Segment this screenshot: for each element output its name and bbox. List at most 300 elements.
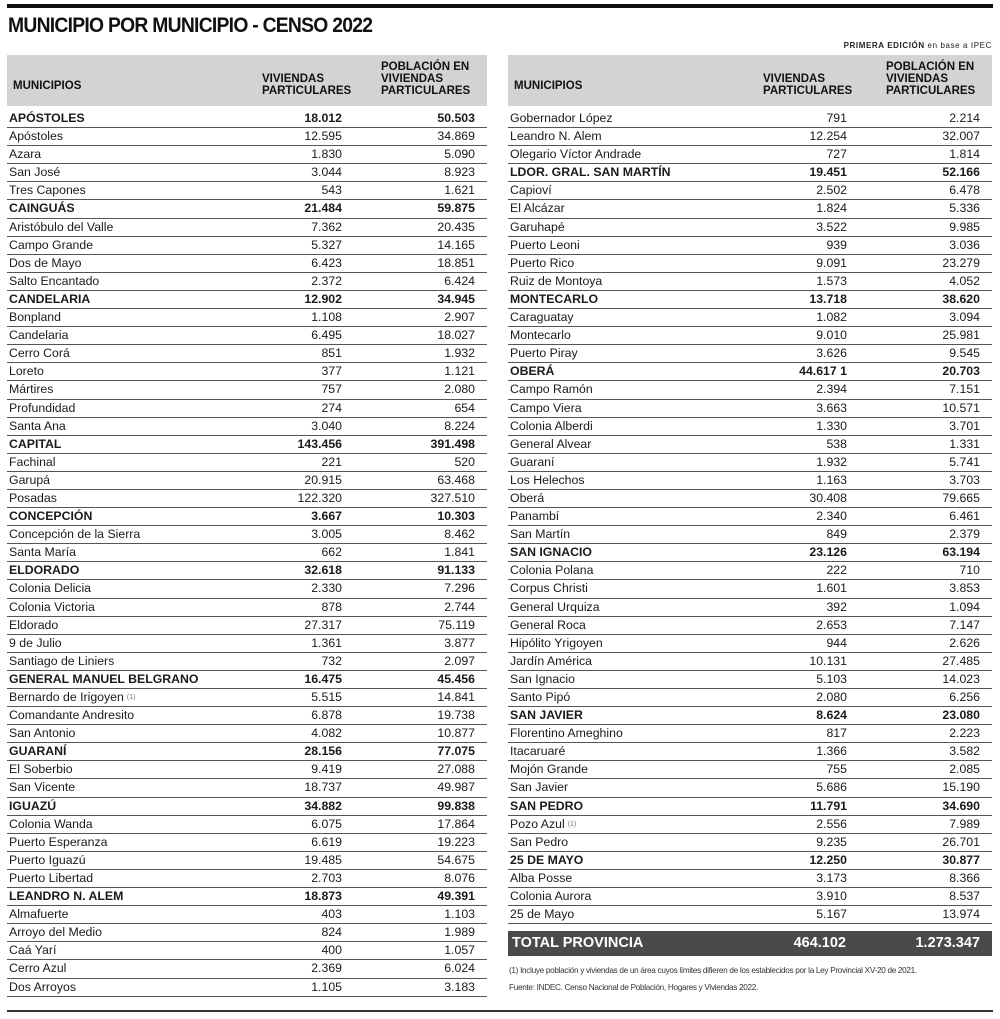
row-name-text: General Roca (510, 617, 586, 632)
row-name-text: CAPITAL (9, 436, 62, 451)
row-poblacion: 38.620 (942, 291, 980, 306)
row-name (9, 725, 75, 742)
row-viviendas: 2.394 (816, 382, 847, 397)
row-name (510, 418, 593, 435)
row-poblacion: 7.151 (949, 382, 980, 397)
row-name-text: El Alcázar (510, 201, 565, 216)
municipality-row (7, 870, 487, 888)
row-poblacion: 3.036 (949, 237, 980, 252)
row-viviendas: 3.173 (816, 870, 847, 885)
row-poblacion: 99.838 (437, 798, 475, 813)
municipality-row (508, 888, 992, 906)
row-name-text: 25 DE MAYO (510, 852, 584, 867)
municipality-row (508, 472, 992, 490)
row-name (510, 219, 565, 236)
row-name-text: Loreto (9, 364, 44, 379)
header-poblacion: POBLACIÓN EN VIVIENDAS PARTICULARES (886, 61, 976, 97)
row-name-text: Puerto Piray (510, 346, 578, 361)
row-viviendas: 221 (321, 454, 342, 469)
row-name (9, 400, 75, 417)
row-poblacion: 3.853 (949, 581, 980, 596)
table-body (508, 110, 992, 924)
row-name-text: ELDORADO (9, 563, 80, 578)
municipality-row (7, 653, 487, 671)
row-name-text: OBERÁ (510, 364, 555, 379)
row-viviendas: 3.626 (816, 346, 847, 361)
row-poblacion: 7.989 (949, 816, 980, 831)
row-viviendas: 851 (321, 346, 342, 361)
row-poblacion: 2.080 (444, 382, 475, 397)
municipality-row (7, 725, 487, 743)
row-viviendas: 11.791 (810, 798, 847, 813)
row-name (510, 381, 593, 398)
row-name-text: Colonia Victoria (9, 599, 95, 614)
row-name (9, 599, 95, 616)
row-poblacion: 3.877 (444, 635, 475, 650)
row-name (9, 508, 92, 525)
department-row (7, 508, 487, 526)
row-viviendas: 143.456 (297, 436, 342, 451)
municipality-row (508, 816, 992, 834)
row-poblacion: 2.744 (444, 599, 475, 614)
row-name-text: LDOR. GRAL. SAN MARTÍN (510, 165, 671, 180)
municipality-row (508, 255, 992, 273)
row-name (9, 707, 134, 724)
row-name (9, 653, 114, 670)
row-name (510, 888, 591, 905)
row-name (510, 544, 592, 561)
row-name (510, 182, 552, 199)
row-poblacion: 75.119 (438, 617, 475, 632)
row-name-text: SAN PEDRO (510, 798, 584, 813)
row-viviendas: 12.902 (304, 291, 342, 306)
row-name-text: Itacaruaré (510, 744, 566, 759)
row-name (9, 779, 75, 796)
row-poblacion: 23.080 (942, 708, 980, 723)
page-title: MUNICIPIO POR MUNICIPIO - CENSO 2022 (8, 14, 373, 37)
row-name-text: Puerto Iguazú (9, 852, 86, 867)
row-poblacion: 2.223 (949, 726, 980, 741)
row-viviendas: 6.619 (311, 834, 342, 849)
row-name-text: APÓSTOLES (9, 111, 85, 125)
row-poblacion: 1.814 (949, 147, 980, 162)
municipality-row (7, 454, 487, 472)
municipality-row (508, 237, 992, 255)
row-poblacion: 19.223 (437, 834, 475, 849)
row-poblacion: 8.462 (444, 527, 475, 542)
row-poblacion: 1.121 (444, 364, 475, 379)
row-poblacion: 1.841 (444, 545, 475, 560)
municipality-row (508, 599, 992, 617)
row-poblacion: 52.166 (942, 165, 980, 180)
row-poblacion: 2.626 (949, 635, 980, 650)
row-name (9, 816, 93, 833)
row-name-text: Santa Ana (9, 418, 66, 433)
row-name (9, 544, 76, 561)
row-name-text: CONCEPCIÓN (9, 509, 93, 524)
municipality-row (508, 870, 992, 888)
row-viviendas: 817 (826, 726, 847, 741)
row-poblacion: 63.194 (942, 545, 980, 560)
row-viviendas: 5.327 (311, 237, 342, 252)
row-name-text: Los Helechos (510, 472, 585, 487)
row-poblacion: 3.094 (949, 310, 980, 325)
municipality-row (7, 617, 487, 635)
row-name-text: Montecarlo (510, 328, 571, 343)
row-poblacion: 520 (454, 454, 475, 469)
row-poblacion: 19.738 (437, 708, 475, 723)
row-poblacion: 34.690 (942, 798, 980, 813)
row-poblacion: 45.456 (437, 671, 475, 686)
row-poblacion: 654 (454, 400, 475, 415)
municipality-row (508, 635, 992, 653)
row-name-text: Alba Posse (510, 870, 573, 885)
row-name-text: Caá Yarí (9, 943, 57, 958)
row-name-text: Concepción de la Sierra (9, 527, 141, 542)
row-name-text: Campo Viera (510, 400, 582, 415)
row-viviendas: 1.105 (311, 979, 342, 994)
row-name (510, 164, 671, 181)
municipality-row (508, 400, 992, 418)
row-name-text: Salto Encantado (9, 273, 100, 288)
municipality-row (508, 418, 992, 436)
row-name (9, 617, 58, 634)
row-poblacion: 7.296 (444, 581, 475, 596)
row-name (9, 888, 123, 905)
row-poblacion: 26.701 (942, 834, 980, 849)
row-name (9, 472, 50, 489)
municipality-row (508, 327, 992, 345)
municipality-row (508, 689, 992, 707)
row-name-text: Olegario Víctor Andrade (510, 147, 642, 162)
municipality-row (7, 327, 487, 345)
row-poblacion: 3.183 (444, 979, 475, 994)
row-viviendas: 791 (826, 111, 847, 125)
department-row (508, 291, 992, 309)
row-viviendas: 2.556 (816, 816, 847, 831)
department-row (508, 707, 992, 725)
header-viviendas: VIVIENDAS PARTICULARES (262, 73, 352, 97)
row-viviendas: 32.618 (304, 563, 342, 578)
header-municipios: MUNICIPIOS (514, 80, 583, 92)
row-poblacion: 91.133 (437, 563, 475, 578)
row-poblacion: 10.877 (437, 726, 475, 741)
row-name (510, 816, 576, 833)
row-poblacion: 2.097 (444, 653, 475, 668)
municipality-row (7, 400, 487, 418)
municipality-row (7, 960, 487, 978)
row-name (510, 255, 574, 272)
row-name-text: Garuhapé (510, 219, 565, 234)
row-poblacion: 14.023 (942, 671, 980, 686)
row-poblacion: 27.088 (437, 762, 475, 777)
row-name (510, 237, 580, 254)
footnote-marker: (1) (126, 694, 136, 701)
department-row (7, 110, 487, 128)
row-name (510, 870, 572, 887)
row-viviendas: 274 (321, 400, 342, 415)
row-name (510, 472, 585, 489)
row-poblacion: 25.981 (942, 328, 980, 343)
row-viviendas: 20.915 (304, 472, 342, 487)
municipality-row (7, 381, 487, 399)
row-poblacion: 6.024 (444, 961, 475, 976)
municipality-row (7, 146, 487, 164)
row-name-text: Puerto Libertad (9, 870, 94, 885)
edition-source: en base a IPEC (924, 41, 992, 50)
row-viviendas: 8.624 (816, 708, 847, 723)
row-name-text: Tres Capones (9, 183, 86, 198)
row-name (9, 291, 90, 308)
row-name (9, 128, 63, 145)
row-name (510, 291, 598, 308)
row-name-text: Corpus Christi (510, 581, 588, 596)
row-name (510, 454, 554, 471)
row-viviendas: 9.419 (311, 762, 342, 777)
row-name (510, 345, 578, 362)
row-poblacion: 8.366 (949, 870, 980, 885)
row-viviendas: 2.703 (311, 870, 342, 885)
row-name-text: Capioví (510, 183, 552, 198)
row-name (9, 761, 73, 778)
municipality-row (7, 490, 487, 508)
total-label: TOTAL PROVINCIA (512, 935, 644, 951)
municipality-row (508, 671, 992, 689)
row-viviendas: 5.103 (816, 671, 847, 686)
municipality-row (508, 617, 992, 635)
row-name (510, 128, 602, 145)
footnote-marker: (1) (567, 820, 577, 828)
row-name (9, 237, 93, 254)
row-poblacion: 8.076 (444, 870, 475, 885)
row-name-text: Dos de Mayo (9, 255, 82, 270)
row-name-text: Colonia Delicia (9, 581, 92, 596)
row-poblacion: 5.090 (444, 147, 475, 162)
municipality-row (7, 526, 487, 544)
row-name (9, 924, 102, 941)
row-poblacion: 14.841 (437, 690, 475, 704)
row-viviendas: 4.082 (311, 726, 342, 741)
row-viviendas: 1.601 (816, 581, 847, 596)
municipality-row (508, 273, 992, 291)
row-viviendas: 377 (321, 364, 342, 379)
row-poblacion: 20.703 (942, 364, 980, 379)
row-name (9, 345, 70, 362)
row-poblacion: 3.703 (949, 472, 980, 487)
row-name (9, 870, 93, 887)
row-viviendas: 6.878 (311, 708, 342, 723)
row-poblacion: 32.007 (942, 129, 980, 144)
row-name-text: Santo Pipó (510, 690, 571, 704)
row-name-text: 9 de Julio (9, 635, 62, 650)
municipality-row (7, 816, 487, 834)
row-viviendas: 824 (321, 925, 342, 940)
row-name-text: Jardín América (510, 653, 593, 668)
row-viviendas: 1.824 (816, 201, 847, 216)
row-viviendas: 403 (321, 907, 342, 922)
row-viviendas: 7.362 (311, 219, 342, 234)
row-name-text: Campo Ramón (510, 382, 593, 397)
row-poblacion: 710 (959, 563, 980, 578)
municipality-row (7, 472, 487, 490)
municipality-row (7, 544, 487, 562)
row-poblacion: 1.103 (444, 907, 475, 922)
row-poblacion: 15.190 (942, 780, 980, 795)
row-poblacion: 20.435 (437, 219, 475, 234)
municipality-row (508, 454, 992, 472)
municipality-row (7, 345, 487, 363)
row-viviendas: 21.484 (304, 201, 342, 216)
row-name (9, 309, 61, 326)
row-name (9, 363, 44, 380)
row-name-text: Dos Arroyos (9, 979, 76, 994)
row-name (510, 363, 554, 380)
row-name-text: GUARANÍ (9, 744, 67, 759)
row-name (9, 146, 41, 163)
row-name-text: CAINGUÁS (9, 201, 75, 216)
row-viviendas: 944 (826, 635, 847, 650)
edition-label: PRIMERA EDICIÓN (843, 41, 925, 50)
row-name (9, 798, 56, 815)
row-viviendas: 30.408 (809, 490, 847, 505)
row-name (9, 526, 140, 543)
row-name-text: MONTECARLO (510, 291, 599, 306)
row-name-text: Candelaria (9, 328, 69, 343)
bottom-rule (7, 1010, 993, 1012)
municipality-row (7, 128, 487, 146)
row-name (9, 436, 61, 453)
row-poblacion: 391.498 (430, 436, 475, 451)
municipality-row (7, 599, 487, 617)
row-viviendas: 1.830 (311, 147, 342, 162)
row-viviendas: 1.082 (816, 310, 847, 325)
row-poblacion: 79.665 (942, 490, 980, 505)
row-poblacion: 7.147 (949, 617, 980, 632)
row-poblacion: 8.537 (949, 889, 980, 904)
row-poblacion: 4.052 (949, 273, 980, 288)
row-name (510, 761, 588, 778)
row-name-text: Ruiz de Montoya (510, 273, 603, 288)
row-name (510, 110, 613, 127)
row-poblacion: 13.974 (942, 907, 980, 922)
row-name (9, 381, 53, 398)
row-viviendas: 543 (321, 183, 342, 198)
row-name-text: San Javier (510, 780, 569, 795)
row-name (510, 580, 588, 597)
row-viviendas: 2.330 (311, 581, 342, 596)
row-viviendas: 122.320 (297, 490, 342, 505)
census-table-right (508, 55, 992, 924)
header-viviendas: VIVIENDAS PARTICULARES (763, 73, 853, 97)
municipality-row (508, 906, 992, 924)
row-viviendas: 3.663 (816, 400, 847, 415)
municipality-row (508, 146, 992, 164)
municipality-row (7, 689, 487, 707)
row-poblacion: 5.336 (949, 201, 980, 216)
row-name-text: 25 de Mayo (510, 907, 575, 922)
row-name-text: Mojón Grande (510, 762, 588, 777)
row-poblacion: 5.741 (949, 454, 980, 469)
row-viviendas: 1.932 (816, 454, 847, 469)
row-name-text: Colonia Wanda (9, 816, 93, 831)
row-viviendas: 6.495 (311, 328, 342, 343)
row-name-text: San Pedro (510, 834, 569, 849)
row-name (9, 418, 66, 435)
header-poblacion: POBLACIÓN EN VIVIENDAS PARTICULARES (381, 61, 471, 97)
municipality-row (508, 508, 992, 526)
municipality-row (508, 345, 992, 363)
row-viviendas: 13.718 (809, 291, 847, 306)
row-viviendas: 755 (826, 762, 847, 777)
row-name-text: San José (9, 165, 61, 180)
row-name (510, 526, 570, 543)
row-poblacion: 63.468 (437, 472, 475, 487)
row-name (9, 960, 66, 977)
row-viviendas: 3.667 (311, 509, 342, 524)
total-provincia-row (508, 931, 992, 956)
row-name-text: San Antonio (9, 726, 76, 741)
table-body (7, 110, 487, 997)
row-poblacion: 10.571 (942, 400, 980, 415)
row-name (510, 743, 565, 760)
row-viviendas: 19.485 (304, 852, 342, 867)
row-name (9, 219, 113, 236)
row-poblacion: 59.875 (437, 201, 475, 216)
row-name (510, 599, 600, 616)
department-row (7, 743, 487, 761)
row-name-text: Cerro Corá (9, 346, 70, 361)
row-viviendas: 1.366 (816, 744, 847, 759)
row-viviendas: 5.686 (816, 780, 847, 795)
municipality-row (7, 418, 487, 436)
department-row (508, 363, 992, 381)
row-name (9, 490, 57, 507)
top-rule (7, 4, 993, 8)
row-viviendas: 5.515 (311, 690, 342, 704)
row-viviendas: 3.040 (311, 418, 342, 433)
row-name-text: Leandro N. Alem (510, 129, 602, 144)
row-poblacion: 327.510 (430, 490, 475, 505)
department-row (7, 562, 487, 580)
total-poblacion: 1.273.347 (915, 935, 980, 951)
municipality-row (7, 237, 487, 255)
row-name-text: Puerto Rico (510, 255, 575, 270)
row-viviendas: 6.423 (311, 255, 342, 270)
municipality-row (7, 779, 487, 797)
row-viviendas: 939 (826, 237, 847, 252)
row-poblacion: 6.256 (949, 690, 980, 704)
row-poblacion: 50.503 (437, 111, 475, 125)
municipality-row (7, 635, 487, 653)
row-name-text: Bonpland (9, 310, 61, 325)
row-viviendas: 28.156 (304, 744, 342, 759)
row-name-text: San Ignacio (510, 671, 575, 686)
row-poblacion: 9.545 (949, 346, 980, 361)
row-name (9, 273, 99, 290)
row-poblacion: 6.461 (949, 509, 980, 524)
row-name-text: Hipólito Yrigoyen (510, 635, 603, 650)
row-name-text: Puerto Esperanza (9, 834, 108, 849)
row-viviendas: 18.012 (304, 111, 342, 125)
municipality-row (508, 436, 992, 454)
row-name (9, 562, 79, 579)
municipality-row (7, 363, 487, 381)
row-viviendas: 5.167 (816, 907, 847, 922)
row-name-text: Panambí (510, 509, 560, 524)
row-name-text: Fachinal (9, 454, 56, 469)
row-poblacion: 1.331 (949, 436, 980, 451)
department-row (508, 544, 992, 562)
